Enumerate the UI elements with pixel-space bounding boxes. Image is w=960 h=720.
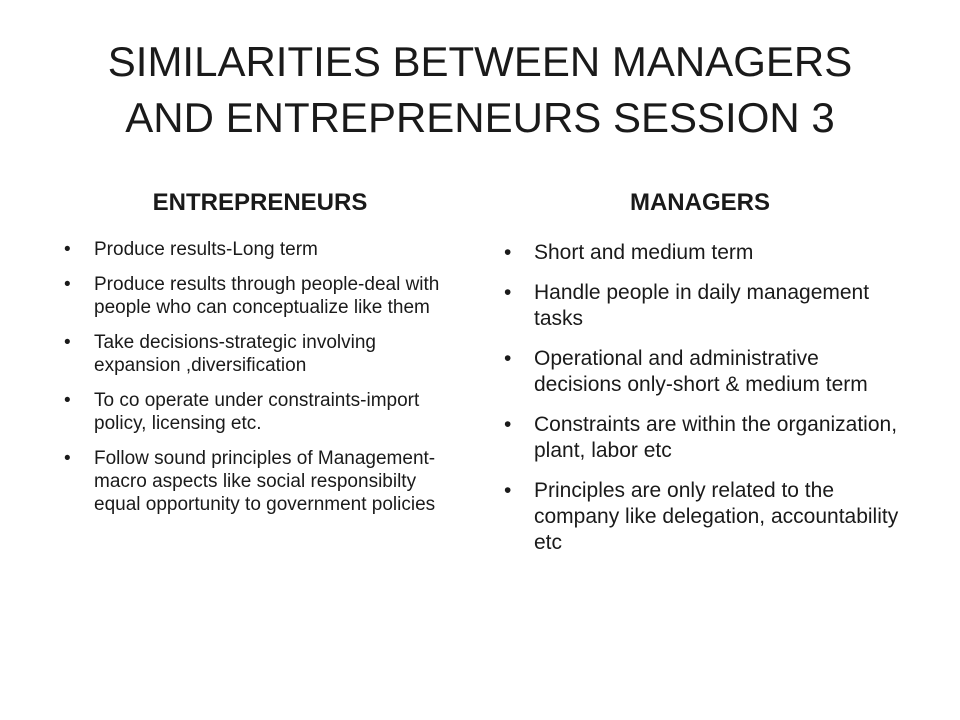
bullet-icon: • — [64, 239, 71, 260]
bullet-icon: • — [504, 413, 512, 436]
list-item — [60, 389, 460, 435]
entrepreneurs-list — [60, 238, 460, 516]
bullet-icon: • — [64, 448, 71, 469]
bullet-icon: • — [504, 281, 512, 304]
entrepreneurs-heading: ENTREPRENEURS — [152, 189, 368, 216]
bullet-icon: • — [504, 241, 512, 264]
list-item-text: Handle people in daily management tasks — [534, 281, 870, 330]
list-item — [60, 238, 460, 261]
list-item-text: Constraints are within the organization, plant, labor etc — [534, 413, 898, 462]
bullet-icon: • — [504, 479, 512, 502]
list-item — [500, 280, 900, 332]
managers-heading: MANAGERS — [629, 189, 770, 216]
list-item — [500, 478, 900, 556]
list-item — [500, 346, 900, 398]
list-item-text: Operational and administrative decisions only-short & medium term — [534, 347, 868, 396]
list-item-text: Follow sound principles of Management-macro aspects like social responsibilty equal opportunity to government policies — [94, 448, 436, 515]
list-item — [60, 331, 460, 377]
list-item — [60, 273, 460, 319]
list-item-text: Produce results through people-deal with people who can conceptualize like them — [94, 274, 440, 318]
bullet-icon: • — [64, 390, 71, 411]
list-item-text: To co operate under constraints-import policy, licensing etc. — [94, 390, 420, 434]
bullet-icon: • — [64, 274, 71, 295]
list-item — [500, 412, 900, 464]
managers-column — [500, 188, 900, 570]
list-item-text: Short and medium term — [534, 241, 754, 264]
bullet-icon: • — [64, 332, 71, 353]
list-item — [60, 447, 460, 516]
bullet-icon: • — [504, 347, 512, 370]
list-item-text: Take decisions-strategic involving expansion ,diversification — [94, 332, 376, 376]
slide-title: SIMILARITIES BETWEEN MANAGERS AND ENTREPRENEURS SESSION 3 — [107, 38, 853, 141]
list-item-text: Produce results-Long term — [94, 239, 318, 260]
managers-list — [500, 238, 900, 556]
list-item — [500, 240, 900, 266]
entrepreneurs-column — [60, 188, 460, 528]
list-item-text: Principles are only related to the company like delegation, accountability etc — [534, 479, 899, 554]
